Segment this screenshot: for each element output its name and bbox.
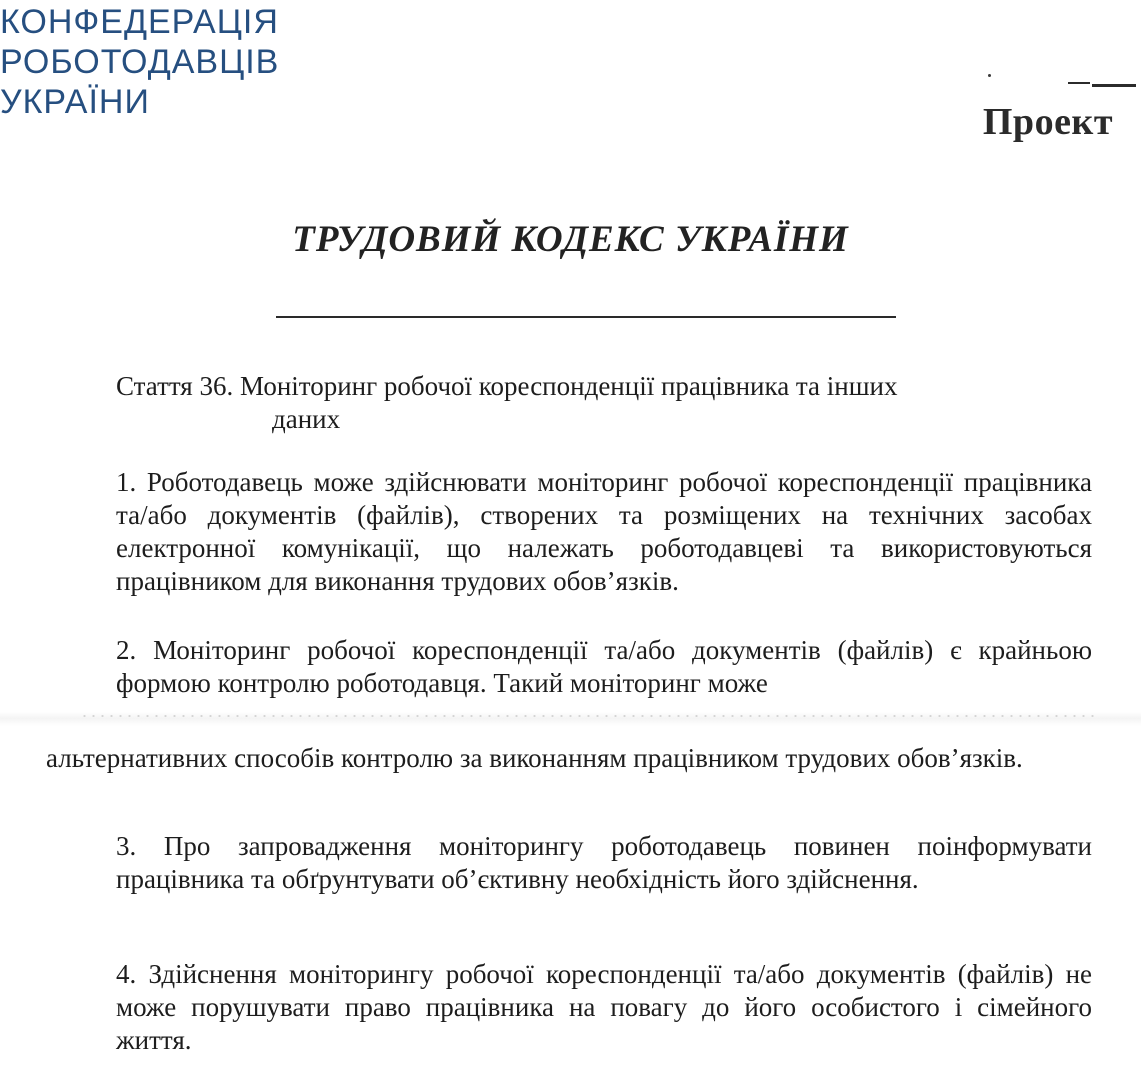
paragraph-4-text: 4. Здійснення моніторингу робочої кореспонденції та/або документів (файлів) не може порушувати право працівника на повагу до його особистого і сімейного життя. <box>116 959 1092 1055</box>
logo-line-2: РОБОТОДАВЦІВ <box>0 43 280 81</box>
stamp-mark <box>988 74 991 77</box>
article-heading <box>116 370 1092 436</box>
scan-fold-marks <box>80 714 1100 718</box>
article-heading-line-1: Стаття 36. Моніторинг робочої кореспонденції працівника та інших <box>116 371 898 401</box>
paragraph-2-text-top: 2. Моніторинг робочої кореспонденції та/або документів (файлів) є крайньою формою контролю роботодавця. Такий моніторинг може <box>116 635 1092 698</box>
document-title: ТРУДОВИЙ КОДЕКС УКРАЇНИ <box>292 219 849 260</box>
paragraph-2-continuation <box>46 742 1092 775</box>
article-heading-line-2: даних <box>272 404 341 434</box>
paragraph-1 <box>46 466 1092 598</box>
stamp-dash <box>1092 84 1136 87</box>
title-divider <box>276 316 896 318</box>
logo-line-1: КОНФЕДЕРАЦІЯ <box>0 3 279 41</box>
paragraph-1-text: 1. Роботодавець може здійснювати моніторинг робочої кореспонденції працівника та/або документів (файлів), створених та розміщених на технічних засобах електронної комунікації, що належать роботодавцеві та використовуються працівником для виконання трудових обов’язків. <box>116 467 1092 596</box>
paragraph-2-text-bottom: альтернативних способів контролю за виконанням працівником трудових обов’язків. <box>46 743 1023 773</box>
organization-logo <box>0 2 360 122</box>
paragraph-4 <box>46 958 1092 1057</box>
paragraph-3 <box>46 830 1092 896</box>
draft-stamp: Проект <box>982 101 1113 143</box>
paragraph-3-text: 3. Про запровадження моніторингу роботодавець повинен поінформувати працівника та обґрунтувати об’єктивну необхідність його здійснення. <box>116 831 1092 894</box>
logo-line-3: УКРАЇНИ <box>0 83 150 121</box>
stamp-dash <box>1068 82 1090 84</box>
paragraph-2 <box>46 634 1092 700</box>
